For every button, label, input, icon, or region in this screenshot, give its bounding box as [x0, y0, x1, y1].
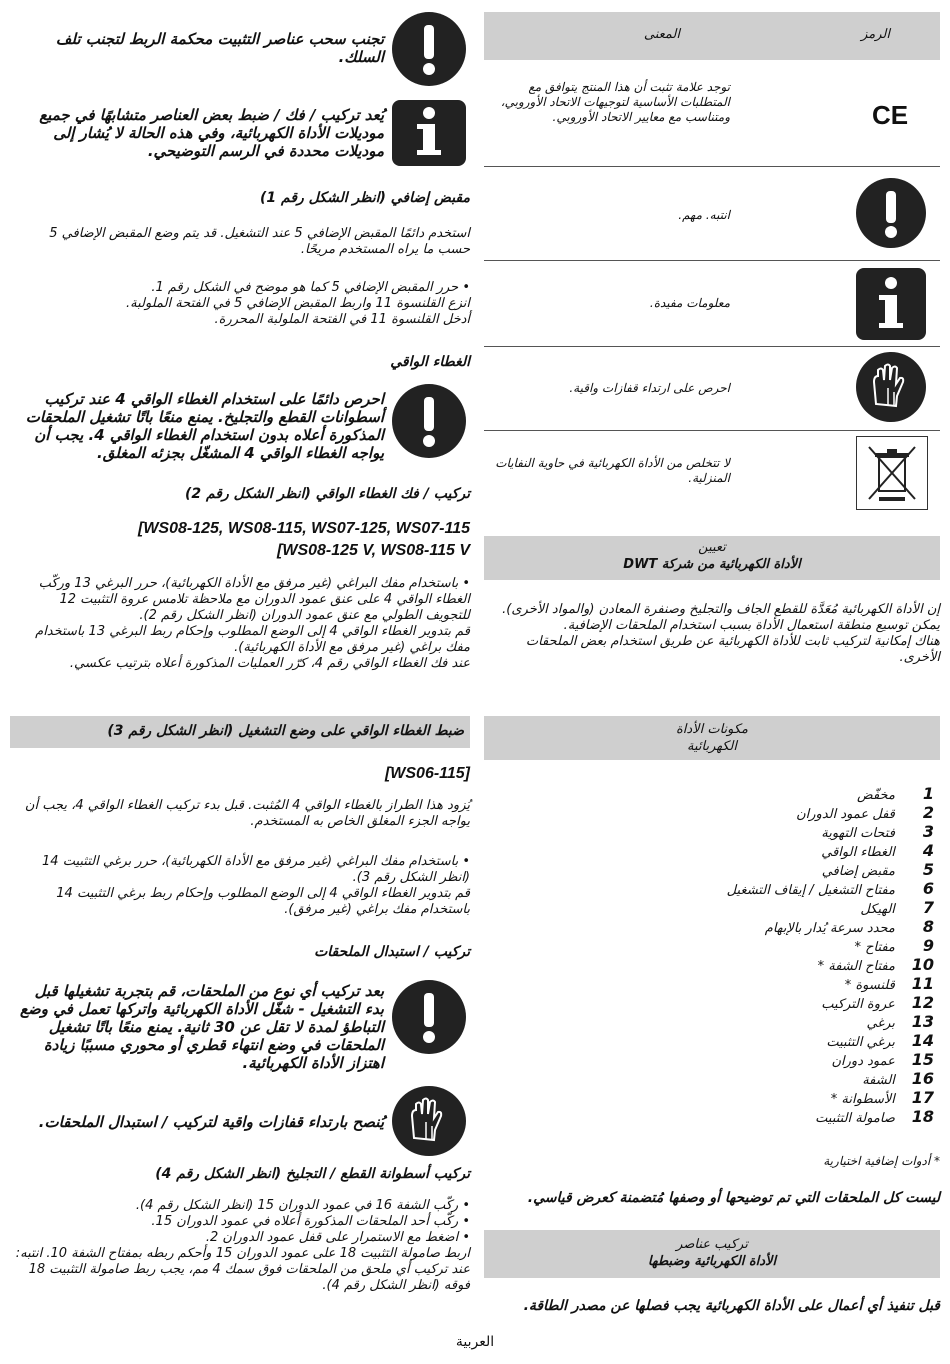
info-meaning: معلومات مفيدة. [649, 296, 730, 310]
purpose-text: إن الأداة الكهربائية مُعَدَّة للقطع الجاف والتجليخ وصنفرة المعادن (والمواد الأخرى). يمكن توسيع منطقة استعمال الأداة بسبب استخدام الملحقات الإضافية. هناك إمكانية لتركيب ثابت للأداة الكهربائية عن طريق استخدام بعض الملحقات الأخرى. [502, 602, 940, 665]
acc-heading: تركيب / استبدال الملحقات [314, 944, 470, 960]
exclamation-meaning: انتبه. مهم. [678, 208, 730, 222]
gloves-icon [392, 1086, 466, 1156]
list-item: 3 فتحات التهوية [821, 822, 934, 841]
symbols-col-meaning: المعنى [643, 27, 680, 42]
components-note: ليست كل الملحقات التي تم توضيحها أو وصفها مُتضمنة كعرض قياسي. [527, 1190, 940, 1206]
model-ws06: [WS06-115] [384, 765, 470, 782]
list-item: 6 مفتاح التشغيل / إيقاف التشغيل [726, 879, 934, 898]
ws06-p1: يُزود هذا الطراز بالغطاء الواقي 4 المُثبت. قبل بدء تركيب الغطاء الواقي 4، يجب أن يواجه الجزء المغلق الخاص به المستخدم. [24, 798, 470, 829]
list-item: 11 قلنسوة * [844, 974, 934, 993]
warn-cable: تجنب سحب عناصر التثبيت محكمة الربط لتجنب تلف السلك. [55, 30, 384, 66]
exclamation-icon [856, 178, 926, 248]
divider [484, 260, 940, 261]
exclamation-icon [392, 12, 466, 86]
info-icon [392, 100, 466, 166]
divider [484, 166, 940, 167]
crossed-bin-icon [856, 436, 928, 510]
components-heading-line1: مكونات الأداة [675, 722, 749, 737]
divider [484, 346, 940, 347]
gloves-meaning: احرص على ارتداء قفازات واقية. [569, 381, 730, 395]
ws06-p2: • باستخدام مفك البراغي (غير مرفق مع الأداة الكهربائية)، حرر برغي التثبيت 14 (انظر الشكل رقم 3). قم بتدوير الغطاء الواقي 4 إلى الوضع المطلوب وإحكام ربط برغي التثبيت 14 باستخدام مفك براغي (غير مرفق). [42, 854, 470, 917]
handle-p2: • حرر المقبض الإضافي 5 كما هو موضح في الشكل رقم 1. انزع القلنسوة 11 واربط المقبض الإضافي 5 في الفتحة الملولبة. أدخل القلنسوة 11 في الفتحة الملولبة المحررة. [126, 280, 470, 327]
ce-meaning: توجد علامة تثبت أن هذا المنتج يتوافق مع المتطلبات الأساسية لتوجيهات الاتحاد الأوروبي، ومتناسب مع معايير الاتحاد الأوروبي. [500, 80, 730, 124]
list-item: 10 مفتاح الشفة * [817, 955, 934, 974]
list-item: 18 صامولة التثبيت [815, 1107, 934, 1126]
gloves-icon [856, 352, 926, 422]
guard-heading: الغطاء الواقي [390, 354, 470, 370]
list-item: 5 مقبض إضافي [821, 860, 934, 879]
list-item: 16 الشفة [862, 1069, 934, 1088]
guard-mount-heading: تركيب / فك الغطاء الواقي (انظر الشكل رقم 2) [184, 486, 470, 502]
list-item: 13 برغي [866, 1012, 934, 1031]
purpose-heading-line2: الأداة الكهربائية من شركة DWT [623, 557, 801, 572]
symbols-col-symbol: الرمز [861, 27, 890, 42]
exclamation-icon [392, 384, 466, 458]
divider [484, 430, 940, 431]
handle-p1: استخدم دائمًا المقبض الإضافي 5 عند التشغيل. قد يتم وضع المقبض الإضافي 5 حسب ما يراه المستخدم مريحًا. [49, 226, 470, 257]
page-footer: العربية [455, 1334, 495, 1350]
models-line2: [WS08-125 V, WS08-115 V [277, 542, 470, 559]
purpose-heading-line1: تعيين [698, 540, 726, 555]
guard-warn: احرص دائمًا على استخدام الغطاء الواقي 4 عند تركيب أسطوانات القطع والتجليخ. يمنع منعًا باتًا تشغيل الملحقات المذكورة أعلاه بدون استخدام الغطاء الواقي 4. يجب أن يواجه الغطاء الواقي 4 المشغّل بجزئه المغلق. [25, 390, 384, 462]
handle-heading: مقبض إضافي (انظر الشكل رقم 1) [259, 190, 470, 206]
assembly-heading-line1: تركيب عناصر [676, 1237, 748, 1252]
components-list [484, 784, 940, 1134]
gloves-note: يُنصح بارتداء قفازات واقية لتركيب / استبدال الملحقات. [38, 1113, 384, 1131]
ce-mark: CE [872, 100, 909, 130]
components-heading-line2: الكهربائية [686, 739, 737, 754]
list-item: 1 مخفّض [857, 784, 934, 803]
info-models: يُعد تركيب / فك / ضبط بعض العناصر متشابهًا في جميع موديلات الأداة الكهربائية، وفي هذه الحالة لا يُشار إلى موديلات محددة في الرسم التوضيحي. [39, 106, 384, 160]
list-item: 12 عروة التركيب [821, 993, 934, 1012]
bin-meaning: لا تتخلص من الأداة الكهربائية في حاوية النفايات المنزلية. [495, 456, 730, 485]
exclamation-icon [392, 980, 466, 1054]
list-item: 9 مفتاح * [854, 936, 934, 955]
assembly-heading-line2: الأداة الكهربائية وضبطها [647, 1254, 777, 1269]
assembly-note: قبل تنفيذ أي أعمال على الأداة الكهربائية يجب فصلها عن مصدر الطاقة. [523, 1298, 940, 1314]
components-footnote: * أدوات إضافية اختيارية [823, 1154, 940, 1168]
disc-text: • ركّب الشفة 16 في عمود الدوران 15 (انظر الشكل رقم 4). • ركّب أحد الملحقات المذكورة أعلاه في عمود الدوران 15. • اضغط مع الاستمرار على قفل عمود الدوران 2. اربط صامولة التثبيت 18 على عمود الدوران 15 وأحكم ربطه بمفتاح الشفة 10. انتبه: عند تركيب أي ملحق من الملحقات فوق سمك 4 مم، يجب ربط صامولة التثبيت 18 فوقه (انظر الشكل رقم 4). [15, 1198, 470, 1293]
list-item: 4 الغطاء الواقي [821, 841, 934, 860]
disc-heading: تركيب أسطوانة القطع / التجليخ (انظر الشكل رقم 4) [155, 1166, 470, 1182]
list-item: 2 قفل عمود الدوران [796, 803, 934, 822]
list-item: 14 برغي التثبيت [826, 1031, 934, 1050]
info-icon [856, 268, 926, 340]
guard-mount-text: • باستخدام مفك البراغي (غير مرفق مع الأداة الكهربائية)، حرر البرغي 13 وركّب الغطاء الواقي 4 على عنق عمود الدوران مع ملاحظة تلامس عروة التثبيت 12 للتجويف الطولي مع عنق عمود الدوران (انظر الشكل رقم 2). قم بتدوير الغطاء الواقي 4 إلى الوضع المطلوب وإحكام ربط البرغي 13 باستخدام مفك براغي (غير مرفق مع الأداة الكهربائية). عند فك الغطاء الواقي رقم 4، كرّر العمليات المذكورة أعلاه بترتيب عكسي. [35, 576, 470, 671]
list-item: 15 عمود دوران [831, 1050, 934, 1069]
models-line1: [WS08-125, WS08-115, WS07-125, WS07-115 [138, 520, 470, 537]
list-item: 7 الهيكل [860, 898, 934, 917]
list-item: 8 محدد سرعة يُدار بالإبهام [764, 917, 934, 936]
guard-adjust-heading: ضبط الغطاء الواقي على وضع التشغيل (انظر الشكل رقم 3) [107, 723, 464, 739]
acc-warn: بعد تركيب أي نوع من الملحقات، قم بتجربة تشغيلها قبل بدء التشغيل - شغّل الأداة الكهربائية واتركها تعمل في وضع التباطؤ لمدة لا تقل عن 30 ثانية. يمنع منعًا باتًا تشغيل الملحقات في وضع انتهاء قطري أو محوري مسببًا زيادة اهتزاز الأداة الكهربائية. [20, 982, 384, 1072]
list-item: 17 الأسطوانة * [830, 1088, 934, 1107]
